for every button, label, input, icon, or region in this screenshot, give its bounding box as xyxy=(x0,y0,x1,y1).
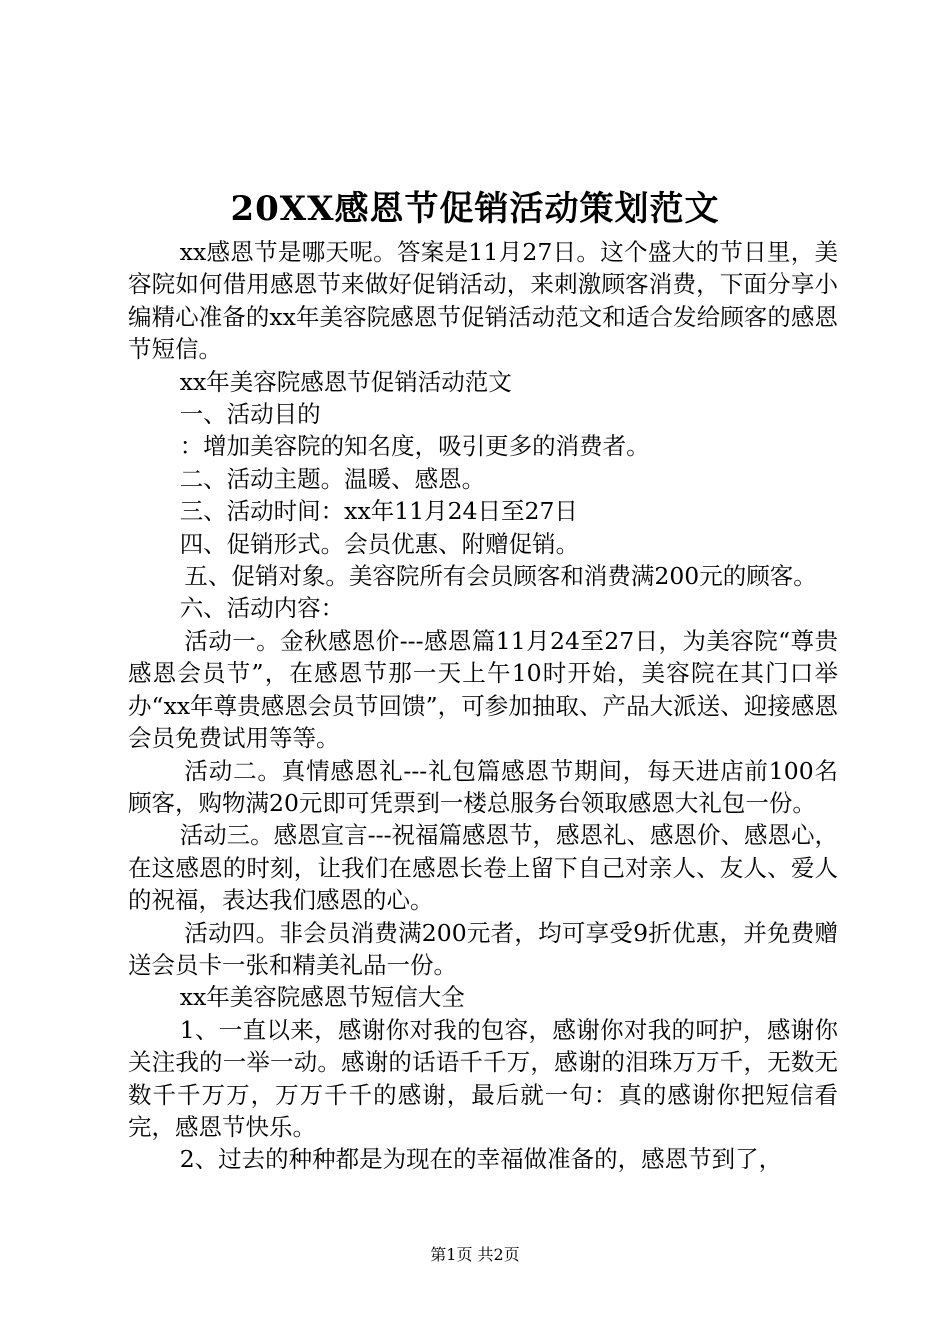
item-content-heading: 六、活动内容： xyxy=(179,594,345,623)
activity-two: 活动二。真情感恩礼---礼包篇感恩节期间，每天进店前100名顾客，购物满20元即可凭票到一楼总服务台领取感恩大礼包一份。 xyxy=(128,756,838,817)
document-title: 20XX感恩节促销活动策划范文 xyxy=(230,189,720,229)
activity-four: 活动四。非会员消费满200元者，均可享受9折优惠，并免费赠送会员卡一张和精美礼品一份。 xyxy=(128,918,838,979)
page-footer: 第1页 共2页 xyxy=(430,1245,520,1264)
intro-paragraph: xx感恩节是哪天呢。答案是11月27日。这个盛大的节日里，美容院如何借用感恩节来做好促销活动，来刺激顾客消费，下面分享小编精心准备的xx年美容院感恩节促销活动范文和适合发给顾客的感恩节短信。 xyxy=(128,238,838,364)
item-purpose-text: ：增加美容院的知名度，吸引更多的消费者。 xyxy=(179,432,650,461)
item-target: 五、促销对象。美容院所有会员顾客和消费满200元的顾客。 xyxy=(184,562,817,591)
item-time: 三、活动时间：xx年11月24日至27日 xyxy=(179,497,578,526)
sms-two: 2、过去的种种都是为现在的幸福做准备的，感恩节到了， xyxy=(179,1145,783,1174)
section-heading: xx年美容院感恩节促销活动范文 xyxy=(179,367,512,396)
sms-heading: xx年美容院感恩节短信大全 xyxy=(179,983,465,1012)
item-theme: 二、活动主题。温暖、感恩。 xyxy=(179,464,486,493)
document-body xyxy=(128,236,838,1176)
activity-three: 活动三。感恩宣言---祝福篇感恩节，感恩礼、感恩价、感恩心，在这感恩的时刻，让我们在感恩长卷上留下自己对亲人、友人、爱人的祝福，表达我们感恩的心。 xyxy=(128,821,839,915)
item-form: 四、促销形式。会员优惠、附赠促销。 xyxy=(179,529,580,558)
sms-one: 1、一直以来，感谢你对我的包容，感谢你对我的呵护，感谢你关注我的一举一动。感谢的话语千千万，感谢的泪珠万万千，无数无数千千万万，万万千千的感谢，最后就一句：真的感谢你把短信看完，感恩节快乐。 xyxy=(128,1015,838,1141)
activity-one: 活动一。金秋感恩价---感恩篇11月24至27日，为美容院“尊贵感恩会员节”，在感恩节那一天上午10时开始，美容院在其门口举办“xx年尊贵感恩会员节回馈”，可参加抽取、产品大派送、迎接感恩会员免费试用等等。 xyxy=(128,626,838,753)
item-purpose-heading: 一、活动目的 xyxy=(179,400,321,429)
